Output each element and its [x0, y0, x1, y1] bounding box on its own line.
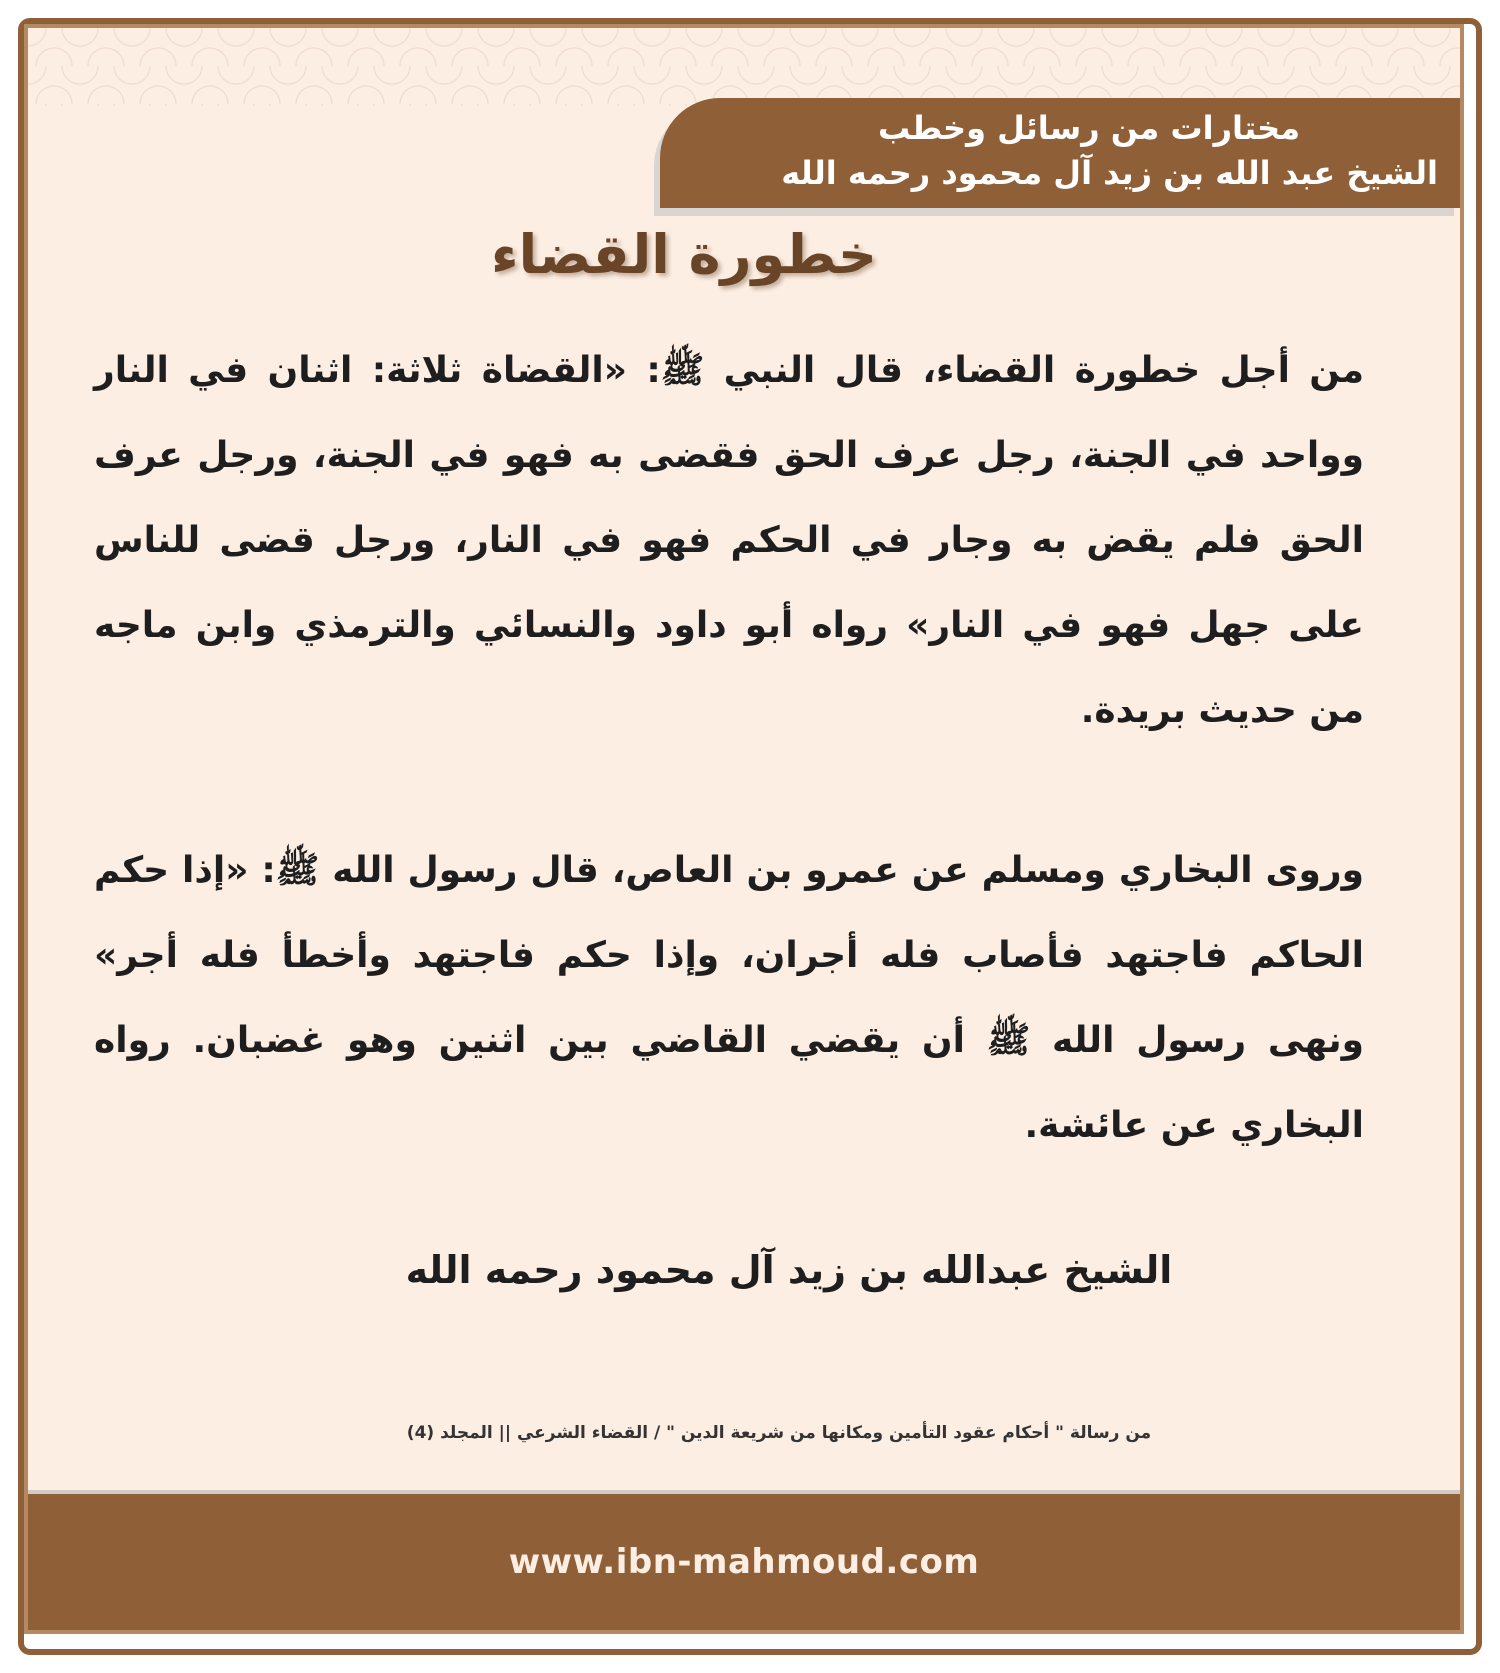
header-subtitle: مختارات من رسائل وخطب [877, 109, 1300, 147]
page-title: خطورة القضاء [491, 223, 877, 286]
footer-bar [28, 1494, 1460, 1630]
paragraph-2: وروى البخاري ومسلم عن عمرو بن العاص، قال رسول الله ﷺ: «إذا حكم الحاكم فاجتهد فأصاب فله أجران، وإذا حكم فاجتهد وأخطأ فله أجر» ونهى رسول الله ﷺ أن يقضي القاضي بين اثنين وهو غضبان. رواه البخاري عن عائشة. [94, 850, 1364, 1146]
decorative-pattern [28, 28, 1460, 106]
website-link[interactable]: www.ibn-mahmoud.com [508, 1542, 980, 1582]
signature: الشيخ عبدالله بن زيد آل محمود رحمه الله [405, 1248, 1173, 1292]
header-banner [660, 98, 1460, 208]
card [24, 24, 1464, 1634]
header-author: الشيخ عبد الله بن زيد آل محمود رحمه الله [781, 154, 1438, 192]
source-citation: من رسالة " أحكام عقود التأمين ومكانها من شريعة الدين " / القضاء الشرعي || المجلد (4) [406, 1423, 1152, 1443]
paragraph-1: من أجل خطورة القضاء، قال النبي ﷺ: «القضاة ثلاثة: اثنان في النار وواحد في الجنة، رجل عرف الحق فقضى به فهو في الجنة، ورجل عرف الحق فلم يقض به وجار في الحكم فهو في النار، ورجل قضى للناس على جهل فهو في النار» رواه أبو داود والنسائي والترمذي وابن ماجه من حديث بريدة. [94, 350, 1364, 731]
